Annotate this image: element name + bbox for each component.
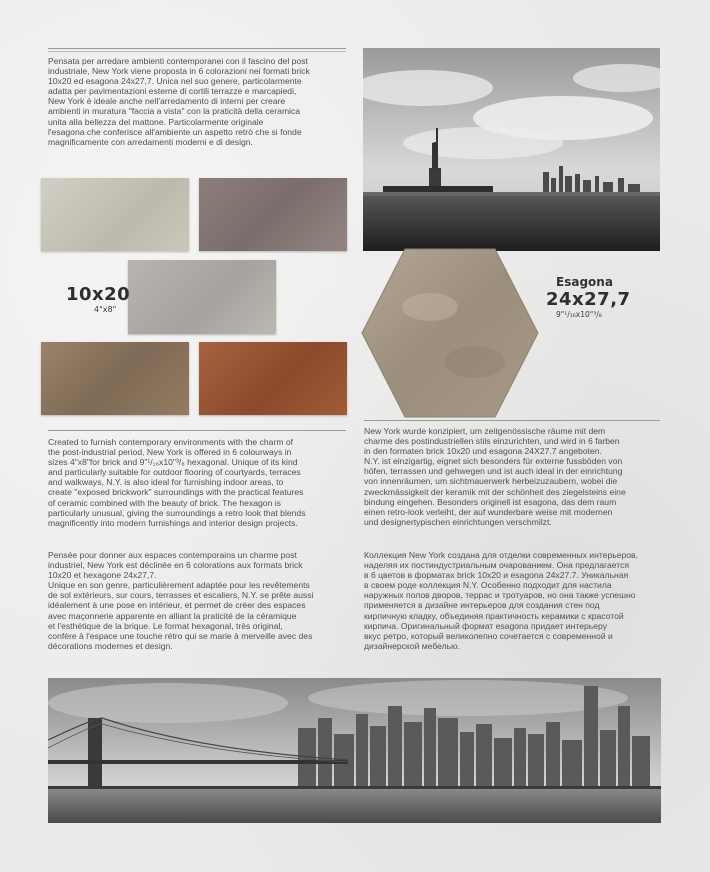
brick-size-inches: 4"x8"	[94, 305, 117, 314]
paragraph-english: Created to furnish contemporary environments with the charm of the post-industrial period, New York is offered in 6 colourways in sizes 4"x8"for brick and 9"¹/₁₆x10"³/₈ hexagonal. Unique of its kind and particularly suitable for outdoor flooring of courtyards, terraces and walkways, N.Y. is also ideal for furnishing indoor areas, to create "exposed brickwork" surroundings with the practical features of ceramic combined with the beauty of brick. The hexagon is particularly unusual, giving the surroundings a retro look that blends magnificently into modern furnishings and interior design projects.	[48, 437, 306, 528]
paragraph-russian: Коллекция New York создана для отделки современных интерьеров, наделяя их постиндустриальным очарованием. Она предлагается в 6 цветов в форматах brick 10x20 и esagona 24x27.7. Уникальная в своем роде коллекция N.Y. Особенно подходит для настила наружных полов дворов, террас и тротуаров, но она также успешно применяется в дизайне интерьеров для создания стен под кирпичную кладку, объединяя практичность керамики с красотой кирпича. Оригинальный формат esagona придает интерьеру вкус ретро, который великолепно сочетается с современной и дизайнерской мебелью.	[364, 550, 638, 651]
brick-size-label: 10x20	[66, 284, 131, 305]
mid-rule-right	[364, 420, 660, 421]
brick-tile-4	[41, 342, 189, 415]
paragraph-german: New York wurde konzipiert, um zeitgenössische räume mit dem charme des postindustriellen stils einzurichten, und wird in 6 farben in den formaten brick 10x20 und esagona 24X27.7 angeboten. N.Y. ist einzigartig, eignet sich besonders für externe fussböden von höfen, terrassen und gehwegen und ist auch ideal in der einrichtung von innenräumen, um sichtmauerwerk herbeizuzaubern, wobei die zweckmässigkeit der keramik mit der schönheit des ziegelsteins eine bindung eingehen. Besonders originell ist esagona, das dem raum einen retro-look verleiht, der auf wunderbare weise mit modernen und designertypischen einrichtungen verschmilzt.	[364, 426, 626, 527]
paragraph-italian: Pensata per arredare ambienti contemporanei con il fascino del post industriale, New York viene proposta in 6 colorazioni nei formati brick 10x20 ed esagona 24x27,7. Unica nel suo genere, particolarmente adatta per pavimentazioni esterne di cortili terrazze e marcapiedi, New York è ideale anche nell'arredamento di interni per creare ambienti in muratura "faccia a vista" con la praticità della ceramica unita alla bellezza del mattone. Particolarmente originale l'esagona che conferisce all'ambiente un aspetto retrò che si fonde magnificamente con arredamenti moderni e di design.	[48, 56, 310, 147]
brick-tile-1	[41, 178, 189, 251]
brooklyn-bridge-skyline-photo	[48, 678, 661, 823]
hexagon-size-inches: 9"¹/₁₆x10"³/₈	[556, 310, 602, 319]
top-rule-thin	[48, 51, 346, 52]
hexagon-tile	[360, 247, 540, 419]
hexagon-name-label: Esagona	[556, 275, 613, 289]
mid-rule-left	[48, 430, 346, 431]
brick-tile-2	[199, 178, 347, 251]
brick-tile-5	[199, 342, 347, 415]
brick-tile-3	[128, 260, 276, 334]
hexagon-size-label: 24x27,7	[546, 289, 631, 310]
top-rule	[48, 48, 346, 49]
paragraph-french: Pensée pour donner aux espaces contemporains un charme post industriel, New York est déclinée en 6 colorations aux formats brick 10x20 et hexagone 24x27,7. Unique en son genre, particulièrement adaptée pour les revêtements de sol extérieurs, sur cours, terrasses et escaliers, N.Y. se prête aussi idéalement à une pose en intérieur, et permet de créer des espaces avec maçonnerie apparente en alliant la praticité de la céramique et l'esthétique de la brique. Le format hexagonal, très original, confère à l'espace une touche rétro qui se marie à merveille avec des décorations modernes et design.	[48, 550, 314, 651]
statue-of-liberty-photo	[363, 48, 660, 251]
